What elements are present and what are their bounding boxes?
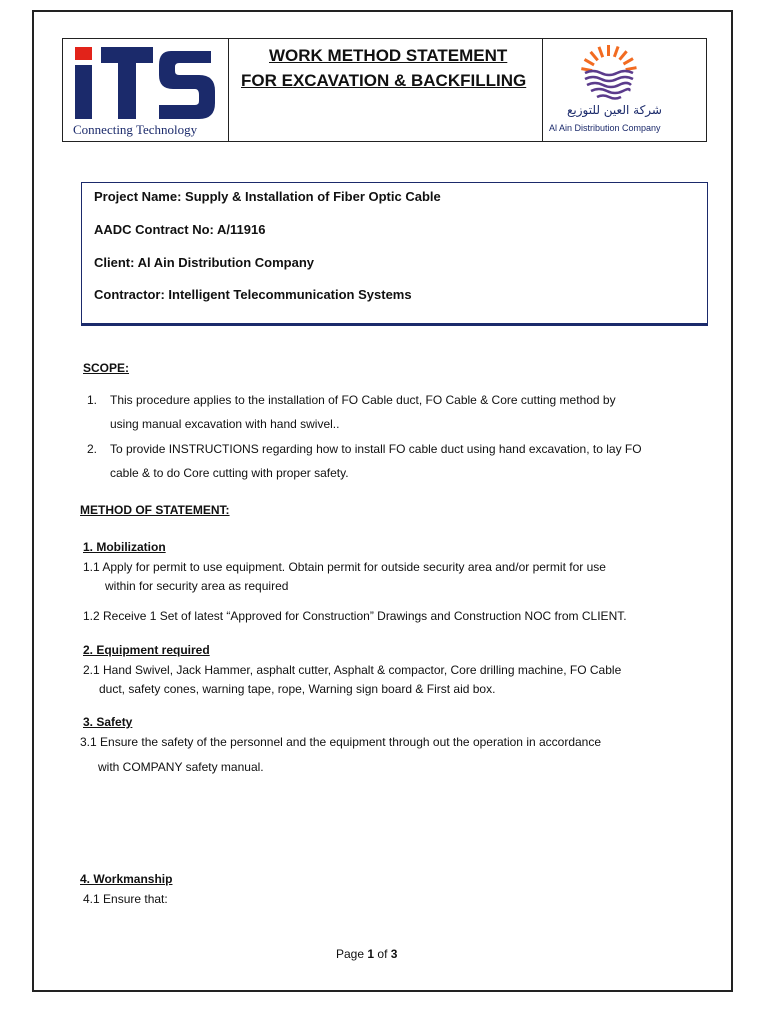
contractor-name: Contractor: Intelligent Telecommunication Systems [94, 287, 412, 302]
client-name-english: Al Ain Distribution Company [549, 123, 661, 133]
scope-item-2-line2: cable & to do Core cutting with proper safety. [110, 466, 349, 480]
item-1-1-line2: within for security area as required [105, 579, 289, 593]
scope-item-2-number: 2. [87, 442, 98, 456]
company-tagline: Connecting Technology [73, 122, 198, 137]
scope-item-1-line2: using manual excavation with hand swivel.. [110, 417, 340, 431]
its-logo-icon [71, 45, 221, 121]
scope-item-1-number: 1. [87, 393, 98, 407]
section-workmanship-title: 4. Workmanship [80, 872, 173, 886]
section-equipment-title: 2. Equipment required [83, 643, 210, 657]
of-label: of [377, 947, 388, 961]
page-footer [336, 947, 397, 961]
header-table [62, 38, 707, 142]
document-title-line1: WORK METHOD STATEMENT [269, 46, 508, 65]
item-4-1-line1: 4.1 Ensure that: [83, 892, 168, 906]
aadc-sun-wave-icon [577, 43, 641, 103]
item-3-1-line1: 3.1 Ensure the safety of the personnel and the equipment through out the operation in accordance [80, 735, 602, 749]
item-2-1-line2: duct, safety cones, warning tape, rope, Warning sign board & First aid box. [99, 682, 496, 696]
company-logo-cell [63, 39, 229, 141]
item-1-1-line1: 1.1 Apply for permit to use equipment. Obtain permit for outside security area and/or permit for use [83, 560, 606, 574]
title-cell [229, 39, 543, 141]
client-name: Client: Al Ain Distribution Company [94, 255, 315, 270]
item-3-1-line2: with COMPANY safety manual. [98, 760, 264, 774]
item-2-1-line1: 2.1 Hand Swivel, Jack Hammer, asphalt cutter, Asphalt & compactor, Core drilling machine, FO Cable [83, 663, 622, 677]
item-1-2-line1: 1.2 Receive 1 Set of latest “Approved for Construction” Drawings and Construction NOC from CLIENT. [83, 609, 627, 623]
page-number: 1 [367, 947, 375, 961]
contract-number: AADC Contract No: A/11916 [94, 222, 266, 237]
page-label: Page [336, 947, 365, 961]
client-name-arabic: شركة العين للتوزيع [567, 103, 662, 117]
scope-item-2-line1: To provide INSTRUCTIONS regarding how to install FO cable duct using hand excavation, to lay FO [110, 442, 642, 456]
section-mobilization-title: 1. Mobilization [83, 540, 166, 554]
project-info-box [81, 182, 708, 324]
document-title-line2: FOR EXCAVATION & BACKFILLING [241, 71, 527, 90]
total-pages: 3 [390, 947, 398, 961]
scope-item-1-line1: This procedure applies to the installation of FO Cable duct, FO Cable & Core cutting method by [110, 393, 616, 407]
scope-heading: SCOPE: [83, 361, 130, 375]
method-heading: METHOD OF STATEMENT: [80, 503, 230, 517]
page-border [32, 10, 733, 992]
project-name: Project Name: Supply & Installation of Fiber Optic Cable [94, 189, 441, 204]
client-logo-cell [543, 39, 706, 141]
section-safety-title: 3. Safety [83, 715, 133, 729]
